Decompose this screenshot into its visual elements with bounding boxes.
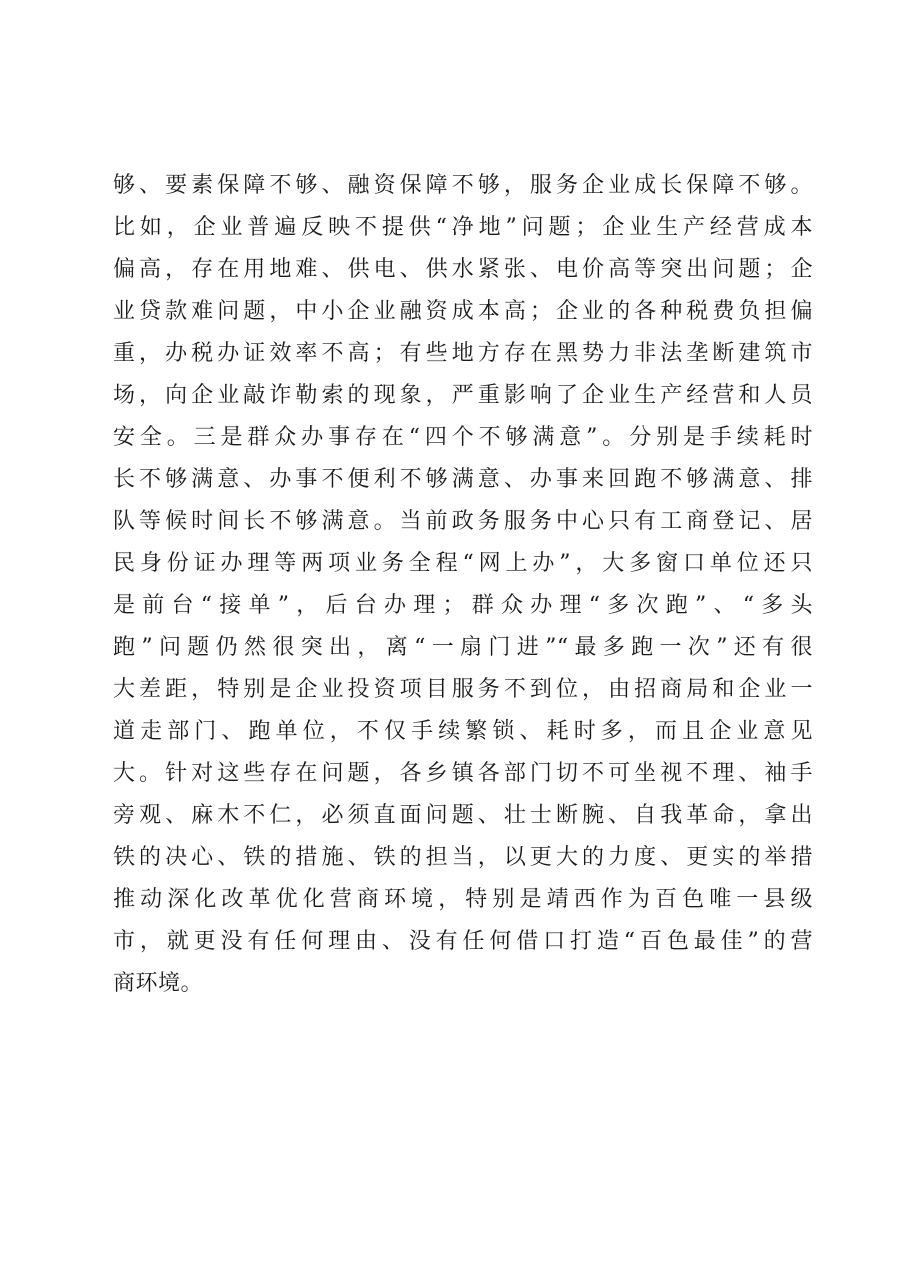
text-line: 铁的决心、铁的措施、铁的担当，以更大的力度、更实的举措	[113, 845, 813, 870]
text-line: 比如，企业普遍反映不提供“净地”问题；企业生产经营成本	[113, 215, 813, 240]
text-line: 够、要素保障不够、融资保障不够，服务企业成长保障不够。	[113, 173, 813, 198]
text-line: 是前台“接单”，后台办理；群众办理“多次跑”、“多头	[113, 593, 813, 618]
text-line: 偏高，存在用地难、供电、供水紧张、电价高等突出问题；企	[113, 257, 813, 282]
text-line: 业贷款难问题，中小企业融资成本高；企业的各种税费负担偏	[113, 299, 813, 324]
text-line: 商环境。	[113, 971, 204, 996]
text-line: 场，向企业敲诈勒索的现象，严重影响了企业生产经营和人员	[113, 383, 813, 408]
text-line: 重，办税办证效率不高；有些地方存在黑势力非法垄断建筑市	[113, 341, 813, 366]
text-line: 大。针对这些存在问题，各乡镇各部门切不可坐视不理、袖手	[113, 761, 813, 786]
text-line: 安全。三是群众办事存在“四个不够满意”。分别是手续耗时	[113, 425, 813, 450]
text-line: 队等候时间长不够满意。当前政务服务中心只有工商登记、居	[113, 509, 813, 534]
text-line: 长不够满意、办事不便利不够满意、办事来回跑不够满意、排	[113, 467, 813, 492]
text-line: 民身份证办理等两项业务全程“网上办”，大多窗口单位还只	[113, 551, 813, 576]
text-line: 推动深化改革优化营商环境，特别是靖西作为百色唯一县级	[113, 887, 813, 912]
text-line: 跑”问题仍然很突出，离“一扇门进”“最多跑一次”还有很	[113, 635, 813, 660]
body-paragraph	[113, 165, 813, 1005]
text-line: 大差距，特别是企业投资项目服务不到位，由招商局和企业一	[113, 677, 813, 702]
text-line: 市，就更没有任何理由、没有任何借口打造“百色最佳”的营	[113, 929, 813, 954]
text-line: 道走部门、跑单位，不仅手续繁锁、耗时多，而且企业意见	[113, 719, 813, 744]
text-line: 旁观、麻木不仁，必须直面问题、壮士断腕、自我革命，拿出	[113, 803, 813, 828]
